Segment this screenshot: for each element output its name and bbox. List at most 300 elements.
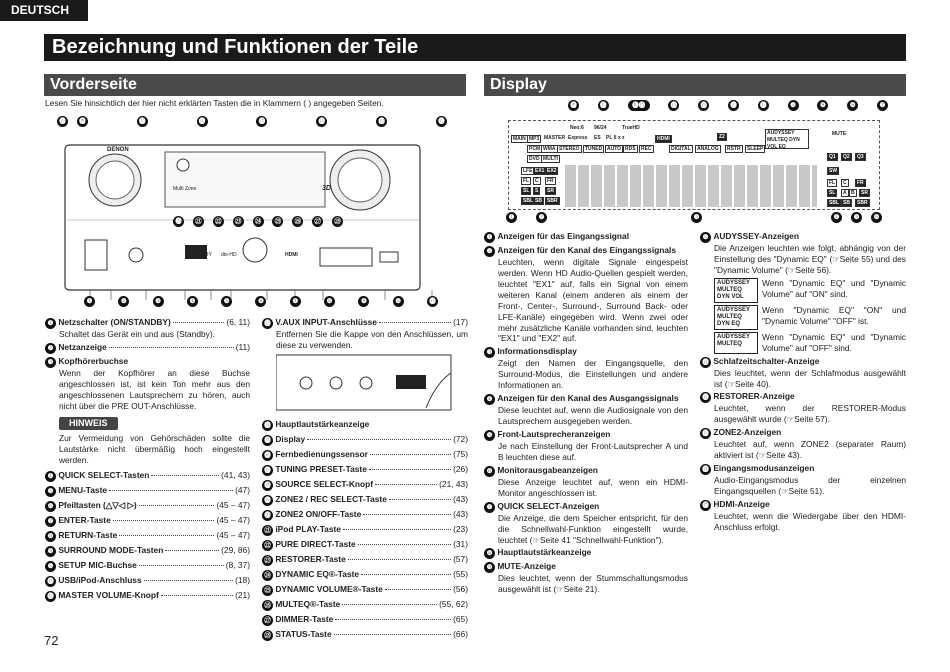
entry-ref: (8, 37): [225, 560, 250, 571]
num: ㉑: [262, 525, 273, 536]
entry-desc: Leuchten, wenn digitale Signale eingespeist werden. Wenn HD Audio-Quellen gespielt werden, leuchtet "EX1" auf, falls ein Signal von einem weiteren Kanal (einem anderen als einem der Front-, Center-, Surround-, Surround Back- oder LFE-Kanäle) eingegeben wird. Wenn zwei oder mehr zusätzliche Kanäle vorhanden sind, leuchten "EX1" und "EX2" auf.: [498, 257, 688, 344]
num: ❼: [484, 502, 495, 513]
entry-desc: Wenn der Kopfhörer an diese Buchse angeschlossen ist, ist kein Ton mehr aus den angeschlossenen Lautsprechern zu hören, auch nicht über die PRE OUT-Anschlüsse.: [59, 367, 250, 411]
display-list-col1: [484, 231, 688, 597]
callout: ❸: [153, 296, 164, 307]
num: ❼: [45, 516, 56, 527]
callout: ❾: [817, 100, 828, 111]
entry-label: Schlafzeitschalter-Anzeige: [713, 355, 820, 366]
lcd-box: AUDYSSEY MULTEQ DYN EQ: [714, 305, 758, 330]
num: ⓰: [262, 450, 273, 461]
indicator-stereo: STEREO: [559, 146, 580, 152]
speaker-q2: Q2: [843, 154, 850, 160]
front-mid-callouts: [173, 216, 343, 227]
entry-label: RESTORER-Taste: [275, 553, 346, 564]
entry-label: SURROUND MODE-Tasten: [58, 545, 164, 556]
callout: ㉗: [312, 216, 323, 227]
entry: [484, 231, 688, 243]
indicator-hdmi: HDMI: [657, 136, 670, 142]
page-number: 72: [44, 633, 59, 648]
entry-label: RESTORER-Anzeige: [713, 391, 795, 402]
entry-ref: (45 – 47): [216, 515, 250, 526]
num: ㉘: [262, 630, 273, 641]
indicator-audyssey: AUDYSSEY MULTEQ DYN VOL EQ: [765, 129, 809, 149]
indicator-plii: PL II x z: [606, 135, 625, 141]
callout: ⓭: [376, 116, 387, 127]
entry-label: Netzanzeige: [58, 341, 107, 352]
lcd-box: AUDYSSEY MULTEQ DYN VOL: [714, 278, 758, 303]
entry-label: DIMMER-Taste: [275, 613, 334, 624]
entry-label: Anzeigen für das Eingangssignal: [497, 231, 630, 241]
entry-label: HDMI-Anzeige: [713, 498, 770, 509]
indicator-express: Express: [568, 135, 588, 141]
indicator-sleep: SLEEP: [747, 146, 764, 152]
entry-label: MASTER VOLUME-Knopf: [58, 590, 159, 601]
entry: [45, 545, 250, 557]
entry: [484, 465, 688, 499]
entry-label: PURE DIRECT-Taste: [275, 538, 356, 549]
speaker-sr: SR: [861, 190, 868, 196]
indicator-es: ES: [594, 135, 601, 141]
entry: [262, 494, 468, 506]
channel-sl: SL: [523, 188, 530, 194]
indicator-analog: ANALOG: [697, 146, 719, 152]
num: ㉔: [262, 570, 273, 581]
note-badge: HINWEIS: [59, 417, 118, 431]
num: ❺: [484, 430, 495, 441]
entry-label: ZONE2-Anzeigen: [713, 427, 782, 438]
indicator-tuned: TUNED: [585, 146, 603, 152]
entry: [262, 434, 468, 446]
num: ⓳: [262, 495, 273, 506]
entry-ref: (31): [453, 538, 468, 549]
callout: ❿: [788, 100, 799, 111]
callout: ⓯: [256, 116, 267, 127]
callout: ⓮: [668, 100, 679, 111]
entry-desc: Leuchtet, wenn die Wiedergabe über den HDMI-Anschluss erfolgt.: [714, 510, 906, 532]
callout: ❽: [324, 296, 335, 307]
num: ⓴: [262, 510, 273, 521]
num: ⓬: [45, 591, 56, 602]
callout: ❷: [118, 296, 129, 307]
entry: [45, 500, 250, 512]
entry-ref: (45 – 47): [216, 500, 250, 511]
num: ❾: [484, 562, 495, 573]
num: ❷: [45, 343, 56, 354]
callout: ❹: [187, 296, 198, 307]
display-top-callouts: [568, 100, 888, 111]
callout: ❺: [851, 212, 862, 223]
num: ❶: [484, 232, 495, 243]
entry-ref: (17): [453, 317, 468, 327]
num: ㉖: [262, 600, 273, 611]
num: ❺: [45, 486, 56, 497]
callout: ⓲: [568, 100, 579, 111]
callout: ⓴: [173, 216, 184, 227]
indicator-rstr: RSTR: [727, 146, 741, 152]
entry-ref: (57): [453, 553, 468, 564]
indicator-auto: AUTO: [607, 146, 622, 152]
speaker-c: C: [843, 180, 847, 186]
num: ❿: [45, 561, 56, 572]
callout: ⓬: [436, 116, 447, 127]
callout: ⓫: [758, 100, 769, 111]
entry-desc: Leuchtet auf, wenn ZONE2 (separater Raum) aktiviert ist (☞Seite 43).: [714, 439, 906, 461]
num: ⓭: [262, 318, 273, 329]
entry-label: V.AUX INPUT-Anschlüsse: [275, 317, 377, 327]
channel-ex1: EX1: [535, 168, 545, 174]
channel-sr: SR: [547, 188, 554, 194]
entry: [45, 485, 250, 497]
indicator-master: MASTER: [544, 135, 566, 141]
front-list-col2: [262, 317, 468, 644]
speaker-b: B: [851, 190, 855, 196]
callout: ⓭: [698, 100, 709, 111]
num: ⓱: [262, 465, 273, 476]
channel-ex2: EX2: [547, 168, 557, 174]
entry-label: Informationsdisplay: [497, 346, 577, 357]
indicator-main: MAIN: [513, 136, 526, 142]
entry: [484, 561, 688, 595]
lcd-row: [714, 332, 906, 354]
entry-ref: (43): [453, 508, 468, 519]
intro-text: Lesen Sie hinsichtlich der hier nicht erklärten Tasten die in Klammern ( ) angegeben Seiten.: [45, 98, 384, 108]
num: ❿: [700, 232, 711, 243]
speaker-q3: Q3: [857, 154, 864, 160]
num: ❹: [484, 394, 495, 405]
lcd-text: Wenn "Dynamic EQ" und "Dynamic Volume" auf "OFF" sind.: [762, 331, 906, 353]
callout: ⓬: [728, 100, 739, 111]
entry-2: [45, 342, 250, 354]
entry: [484, 547, 688, 559]
language-tab: DEUTSCH: [0, 0, 88, 21]
entry: [700, 463, 906, 497]
entry-ref: (75): [453, 448, 468, 459]
entry-label: Kopfhörerbuchse: [58, 355, 129, 366]
front-panel-figure: [45, 112, 465, 312]
entry-ref: (11): [235, 341, 250, 352]
page-title: Bezeichnung und Funktionen der Teile: [44, 34, 906, 61]
channel-sb: SB: [535, 198, 542, 204]
callout: ❷: [536, 212, 547, 223]
speaker-sl: SL: [829, 190, 836, 196]
entry: [45, 560, 250, 572]
channel-fl: FL: [523, 178, 530, 184]
entry-ref: (45 – 47): [216, 530, 250, 541]
entry-desc: Leuchtet, wenn der RESTORER-Modus ausgewählt wurde (☞Seite 57).: [714, 403, 906, 425]
device-3d: 3D: [322, 185, 331, 192]
entry: [700, 356, 906, 390]
num: ⓫: [45, 576, 56, 587]
entry-desc: Audio-Eingangsmodus der einzelnen Eingangsquellen (☞Seite 51).: [714, 475, 906, 497]
entry-label: Front-Lautsprecheranzeigen: [497, 428, 611, 439]
entry-label: MUTE-Anzeige: [497, 561, 556, 572]
entry-ref: (23): [453, 523, 468, 534]
num: ❽: [45, 531, 56, 542]
entry-desc: Schaltet das Gerät ein und aus (Standby).: [59, 329, 215, 339]
entry-label: ZONE2 / REC SELECT-Taste: [275, 493, 387, 504]
entry-desc: Je nach Einstellung der Front-Lautsprecher A und B leuchten diese auf.: [498, 440, 688, 462]
callout: ❼: [290, 296, 301, 307]
speaker-sbr: SBR: [857, 200, 868, 206]
callout: ❺: [221, 296, 232, 307]
callout: ❶: [506, 212, 517, 223]
entry-label: Hauptlautstärkeanzeige: [275, 418, 370, 429]
indicator-dvd: DVD: [529, 156, 540, 162]
speaker-fl: FL: [829, 180, 836, 186]
entry-ref: (72): [453, 433, 468, 444]
device-brand: DENON: [107, 147, 129, 153]
num: ❹: [45, 471, 56, 482]
entry: [262, 449, 468, 461]
indicator-zone2: Z2: [719, 134, 725, 140]
callout: ⓫: [427, 296, 438, 307]
callout: ⓲: [77, 116, 88, 127]
entry: [700, 391, 906, 425]
entry-ref: (21, 43): [439, 478, 468, 489]
front-top-callouts: [57, 116, 447, 127]
entry: [262, 569, 468, 581]
indicator-pcm: PCM: [529, 146, 541, 152]
num: ㉓: [262, 555, 273, 566]
entry-ref: (26): [453, 463, 468, 474]
device-multizone: Multi Zone: [173, 186, 197, 192]
entry: [45, 515, 250, 527]
entry-desc: Die Anzeigen leuchten wie folgt, abhängig von der Einstellung des "Dynamic EQ" (☞Seite 55) und des "Dynamic Volume" (☞Seite 56).: [714, 243, 906, 275]
callout: ❹: [831, 212, 842, 223]
speaker-sbl: SBL: [829, 200, 839, 206]
channel-s: S: [535, 188, 539, 194]
callout: ❾: [358, 296, 369, 307]
num: ❻: [484, 466, 495, 477]
callout: ⓰⓯: [628, 100, 650, 111]
receiver-front-drawing: [45, 130, 465, 300]
entry: [262, 419, 468, 431]
entry-ref: (6, 11): [226, 317, 250, 327]
entry-desc: Diese Anzeige leuchtet auf, wenn ein HDMI-Monitor angeschlossen ist.: [498, 476, 688, 498]
display-figure: [506, 100, 886, 225]
entry-label: TUNING PRESET-Taste: [275, 463, 367, 474]
num: ㉕: [262, 585, 273, 596]
speaker-sw: SW: [829, 168, 838, 174]
num: ❸: [484, 347, 495, 358]
callout: ❿: [393, 296, 404, 307]
num: ❸: [45, 357, 56, 368]
channel-lfe: LFE: [523, 168, 533, 174]
entry-label: Hauptlautstärkeanzeige: [497, 547, 592, 558]
entry-ref: (18): [235, 575, 250, 586]
entry: [45, 575, 250, 587]
callout: ⓰: [197, 116, 208, 127]
entry-label: MULTEQ®-Taste: [275, 598, 341, 609]
num: ❶: [45, 318, 56, 329]
indicator-neo6: Neo:6: [570, 125, 584, 131]
device-dts: dts-HD: [221, 252, 237, 258]
entry: [262, 464, 468, 476]
lcd-text: Wenn "Dynamic EQ" "ON" und "Dynamic Volume" "OFF" ist.: [762, 304, 906, 326]
lcd-row: [714, 278, 906, 303]
note-text: Zur Vermeidung von Gehörschäden sollte die Lautstärke nicht übermäßig hoch eingestellt werden.: [59, 433, 250, 466]
entry-ref: (43): [453, 493, 468, 504]
callout: ㉔: [253, 216, 264, 227]
display-list-col2: [700, 231, 906, 535]
entry: [262, 509, 468, 521]
entry: [45, 470, 250, 482]
entry: [700, 499, 906, 533]
entry-ref: (47): [235, 485, 250, 496]
entry-label: Monitorausgabeanzeigen: [497, 464, 598, 475]
lcd-panel: [508, 120, 880, 210]
num: ❷: [484, 246, 495, 257]
speaker-sb: SB: [843, 200, 850, 206]
callout: ㉑: [193, 216, 204, 227]
device-hdmi: HDMI: [285, 252, 298, 258]
callout: ❻: [871, 212, 882, 223]
audyssey-lcd-rows: [700, 278, 906, 354]
entry: [484, 346, 688, 391]
indicator-truehd: TrueHD: [622, 125, 640, 131]
front-list-col1: [45, 317, 250, 605]
entry-label: Fernbedienungssensor: [275, 448, 368, 459]
lcd-box: AUDYSSEY MULTEQ: [714, 332, 758, 354]
entry: [262, 614, 468, 626]
entry: [262, 599, 468, 611]
callout: ㉕: [272, 216, 283, 227]
indicator-wma: WMA: [543, 146, 556, 152]
entry-label: Eingangsmodusanzeigen: [713, 463, 815, 474]
callout: ㉘: [332, 216, 343, 227]
display-list-col2-items: [700, 356, 906, 533]
entry-label: Pfeiltasten (△▽◁ ▷): [58, 500, 137, 511]
num: ⓮: [262, 420, 273, 431]
entry-label: QUICK SELECT-Tasten: [58, 470, 150, 481]
callout: ㉓: [233, 216, 244, 227]
front-list-short: [45, 470, 250, 602]
entry: [45, 530, 250, 542]
front-list-mid: [262, 419, 468, 641]
entry-label: Anzeigen für den Kanal des Eingangssignals: [497, 245, 677, 255]
entry-label: Netzschalter (ON/STANDBY): [58, 317, 171, 327]
channel-c: C: [535, 178, 539, 184]
speaker-a: A: [843, 190, 847, 196]
speaker-q1: Q1: [829, 154, 836, 160]
entry-desc: Zeigt den Namen der Eingangsquelle, den Surround-Modus, die Einstellungen und andere Informationen an.: [498, 358, 688, 391]
info-dot-matrix: [565, 165, 817, 207]
entry-desc: Die Anzeige, die dem Speicher entspricht, für den die Schnellwahl-Funktion eingestellt wurde, leuchtet (☞Seite 41 "Schnellwahl-Funktion").: [498, 512, 688, 545]
entry-label: Anzeigen für den Kanal des Ausgangssignals: [497, 393, 679, 404]
num: ㉗: [262, 615, 273, 626]
entry: [262, 554, 468, 566]
section-title-display: Display: [484, 74, 906, 96]
display-bottom-callouts: [506, 212, 886, 224]
entry-3: [45, 356, 250, 412]
entry-desc: Entfernen Sie die Kappe von den Anschlüssen, um diese zu verwenden.: [276, 329, 468, 350]
entry-ref: (66): [453, 628, 468, 639]
entry-label: SETUP MIC-Buchse: [58, 560, 137, 571]
entry-label: USB/iPod-Anschluss: [58, 575, 142, 586]
entry-ref: (55, 62): [439, 598, 468, 609]
front-bottom-callouts: [84, 296, 438, 307]
vaux-illustration: [276, 353, 456, 413]
lcd-row: [714, 305, 906, 330]
entry-desc: Dies leuchtet, wenn der Schlafmodus ausgewählt ist (☞Seite 40).: [714, 367, 906, 389]
section-title-front: Vorderseite: [44, 74, 466, 96]
indicator-mp3: MP3: [529, 136, 540, 142]
entry-audyssey: [700, 231, 906, 276]
num: ⓯: [700, 500, 711, 511]
entry: [262, 479, 468, 491]
entry-ref: (29, 86): [221, 545, 250, 556]
entry-desc: Dies leuchtet, wenn der Stummschaltungsmodus ausgewählt ist (☞Seite 21).: [498, 573, 688, 595]
callout: ❶: [84, 296, 95, 307]
entry: [262, 584, 468, 596]
entry-ref: (21): [235, 590, 250, 601]
callout: ❸: [691, 212, 702, 223]
callout: ㉖: [292, 216, 303, 227]
entry-label: Display: [275, 433, 306, 444]
channel-sbl: SBL: [523, 198, 533, 204]
lcd-text: Wenn "Dynamic EQ" und "Dynamic Volume" auf "ON" sind.: [762, 277, 906, 299]
entry-label: RETURN-Taste: [58, 530, 118, 541]
num: ⓬: [700, 392, 711, 403]
num: ⓮: [700, 464, 711, 475]
callout: ⓱: [137, 116, 148, 127]
entry-ref: (56): [453, 583, 468, 594]
callout: ⓳: [57, 116, 68, 127]
entry-label: MENU-Taste: [58, 485, 108, 496]
callout: ⓱: [598, 100, 609, 111]
entry: [484, 245, 688, 344]
callout: ❽: [847, 100, 858, 111]
indicator-multi: MULTI: [543, 156, 558, 162]
entry-label: SOURCE SELECT-Knopf: [275, 478, 374, 489]
indicator-digital: DIGITAL: [671, 146, 691, 152]
callout: ❻: [255, 296, 266, 307]
num: ⓫: [700, 357, 711, 368]
num: ⓲: [262, 480, 273, 491]
entry-label: ZONE2 ON/OFF-Taste: [275, 508, 362, 519]
channel-fr: FR: [547, 178, 554, 184]
entry: [262, 524, 468, 536]
num: ❽: [484, 548, 495, 559]
entry-ref: (41, 43): [221, 470, 250, 481]
entry-label: DYNAMIC VOLUME®-Taste: [275, 583, 383, 594]
indicator-mute: MUTE: [832, 131, 847, 137]
num: ㉒: [262, 540, 273, 551]
indicator-rec: REC: [641, 146, 652, 152]
entry-label: QUICK SELECT-Anzeigen: [497, 500, 600, 511]
indicator-rds: RDS: [625, 146, 636, 152]
entry-label: AUDYSSEY-Anzeigen: [713, 231, 799, 241]
entry-ref: (55): [453, 568, 468, 579]
entry: [700, 427, 906, 461]
entry-label: DYNAMIC EQ®-Taste: [275, 568, 360, 579]
num: ❾: [45, 546, 56, 557]
entry: [262, 629, 468, 641]
num: ⓯: [262, 435, 273, 446]
entry: [45, 590, 250, 602]
entry-label: ENTER-Taste: [58, 515, 111, 526]
entry: [262, 539, 468, 551]
entry-label: iPod PLAY-Taste: [275, 523, 341, 534]
num: ❻: [45, 501, 56, 512]
speaker-fr: FR: [857, 180, 864, 186]
entry: [484, 429, 688, 463]
entry: [484, 501, 688, 546]
entry-ref: (65): [453, 613, 468, 624]
channel-sbr: SBR: [547, 198, 558, 204]
device-dolby: DOLBY: [195, 252, 212, 258]
